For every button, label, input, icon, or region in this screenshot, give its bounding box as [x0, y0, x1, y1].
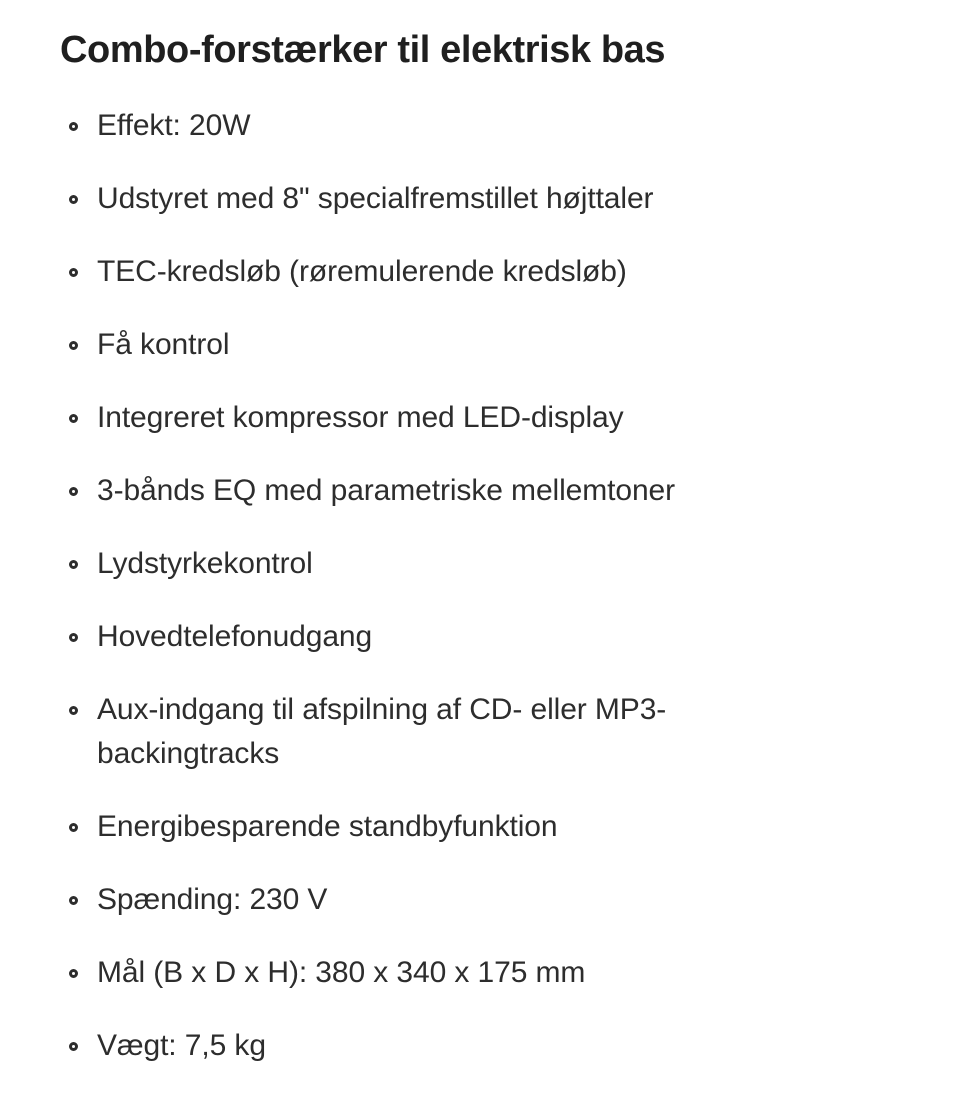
list-item-label: Aux-indgang til afspilning af CD- eller MP3-backingtracks — [97, 693, 667, 770]
list-item — [60, 396, 900, 440]
list-item-label: Vægt: 7,5 kg — [97, 1029, 266, 1062]
list-item — [60, 250, 900, 294]
list-item — [60, 805, 900, 849]
list-item-label: Udstyret med 8" specialfremstillet højttaler — [97, 182, 654, 215]
list-item — [60, 688, 900, 776]
list-item — [60, 615, 900, 659]
bullet-circle-icon — [69, 706, 78, 715]
bullet-circle-icon — [69, 969, 78, 978]
bullet-circle-icon — [69, 487, 78, 496]
bullet-circle-icon — [69, 896, 78, 905]
list-item-label: 3-bånds EQ med parametriske mellemtoner — [97, 474, 676, 507]
list-item-label: Lydstyrkekontrol — [97, 547, 313, 580]
list-item-label: Få kontrol — [97, 328, 230, 361]
list-item-label: Energibesparende standbyfunktion — [97, 810, 558, 843]
bullet-circle-icon — [69, 633, 78, 642]
bullet-circle-icon — [69, 1042, 78, 1051]
bullet-circle-icon — [69, 414, 78, 423]
bullet-circle-icon — [69, 341, 78, 350]
list-item-label: Spænding: 230 V — [97, 883, 328, 916]
list-item — [60, 878, 900, 922]
list-item-label: Mål (B x D x H): 380 x 340 x 175 mm — [97, 956, 586, 989]
list-item — [60, 323, 900, 367]
bullet-circle-icon — [69, 122, 78, 131]
bullet-circle-icon — [69, 560, 78, 569]
list-item — [60, 1024, 900, 1068]
bullet-circle-icon — [69, 268, 78, 277]
list-item-label: TEC-kredsløb (røremulerende kredsløb) — [97, 255, 627, 288]
specification-list — [60, 104, 900, 1068]
list-item — [60, 469, 900, 513]
list-item-label: Hovedtelefonudgang — [97, 620, 373, 653]
list-item — [60, 951, 900, 995]
list-item — [60, 542, 900, 586]
page-title: Combo-forstærker til elektrisk bas — [60, 29, 666, 71]
list-item-label: Integreret kompressor med LED-display — [97, 401, 624, 434]
bullet-circle-icon — [69, 823, 78, 832]
list-item — [60, 177, 900, 221]
list-item-label: Effekt: 20W — [97, 109, 251, 142]
list-item — [60, 104, 900, 148]
bullet-circle-icon — [69, 195, 78, 204]
